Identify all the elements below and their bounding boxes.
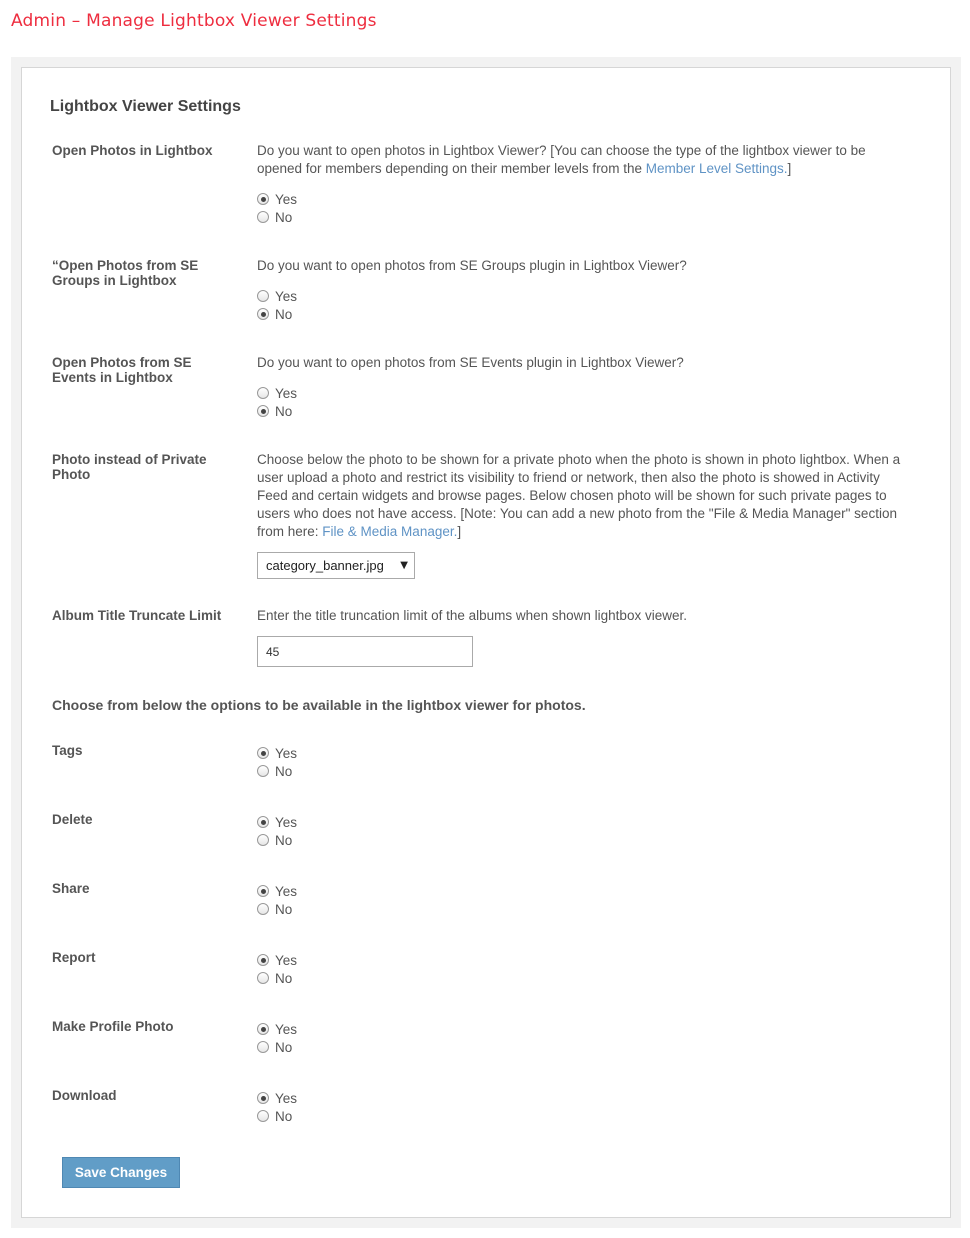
- download-no-radio[interactable]: [257, 1107, 292, 1125]
- se-events-no-radio[interactable]: [257, 402, 292, 420]
- radio-circle[interactable]: [257, 816, 269, 828]
- radio-label: No: [275, 763, 293, 779]
- radio-circle[interactable]: [257, 1023, 269, 1035]
- setting-label-album-truncate: Album Title Truncate Limit: [52, 608, 222, 623]
- desc-text: Choose below the photo to be shown for a private photo when the photo is shown in photo lightbox. When a user upload a photo and restrict its visibility to friend or network, then also the photo is showed in Activity Feed and certain widgets and browse pages. Below chosen photo will be shown for such private pages to users who does not have access. [Note: You can add a new photo from the "File & Media Manager" section from here:: [257, 452, 901, 539]
- desc-text: Do you want to open photos in Lightbox Viewer? [You can choose the type of the lightbox viewer to be opened for members depending on their member levels from the: [257, 143, 866, 176]
- report-no-radio[interactable]: [257, 969, 292, 987]
- radio-circle[interactable]: [257, 972, 269, 984]
- panel-heading: Lightbox Viewer Settings: [50, 98, 241, 115]
- page-title: Admin – Manage Lightbox Viewer Settings: [11, 11, 377, 31]
- radio-label: Yes: [275, 385, 298, 401]
- radio-label: Yes: [275, 745, 298, 761]
- radio-label: No: [275, 1108, 293, 1124]
- toggle-label-delete: Delete: [52, 812, 93, 827]
- setting-label-se-events: Open Photos from SE Events in Lightbox: [52, 355, 192, 385]
- setting-desc-se-groups: Do you want to open photos from SE Groups plugin in Lightbox Viewer?: [257, 258, 687, 273]
- radio-label: No: [275, 306, 293, 322]
- radio-circle[interactable]: [257, 1110, 269, 1122]
- member-level-settings-link[interactable]: Member Level Settings.: [645, 161, 788, 176]
- desc-text-end: ]: [457, 524, 462, 539]
- radio-circle[interactable]: [257, 1041, 269, 1053]
- toggle-label-download: Download: [52, 1088, 117, 1103]
- make-profile-photo-no-radio[interactable]: [257, 1038, 292, 1056]
- radio-label: Yes: [275, 288, 298, 304]
- caret-down-icon: ▼: [400, 560, 408, 571]
- make-profile-photo-yes-radio[interactable]: [257, 1020, 297, 1038]
- radio-label: No: [275, 1039, 293, 1055]
- radio-circle[interactable]: [257, 290, 269, 302]
- radio-label: No: [275, 970, 293, 986]
- options-note: Choose from below the options to be available in the lightbox viewer for photos.: [52, 697, 586, 713]
- setting-desc-open-lightbox: [257, 142, 912, 178]
- setting-desc-se-events: Do you want to open photos from SE Events plugin in Lightbox Viewer?: [257, 355, 684, 370]
- toggle-label-share: Share: [52, 881, 90, 896]
- radio-label: Yes: [275, 191, 298, 207]
- radio-label: Yes: [275, 1090, 298, 1106]
- setting-desc-album-truncate: Enter the title truncation limit of the albums when shown lightbox viewer.: [257, 608, 687, 623]
- settings-panel: [21, 67, 951, 1218]
- se-groups-yes-radio[interactable]: [257, 287, 297, 305]
- album-truncate-limit-input[interactable]: [257, 636, 473, 667]
- share-no-radio[interactable]: [257, 900, 292, 918]
- radio-label: No: [275, 403, 293, 419]
- radio-label: No: [275, 901, 293, 917]
- radio-circle[interactable]: [257, 834, 269, 846]
- share-yes-radio[interactable]: [257, 882, 297, 900]
- save-changes-button[interactable]: Save Changes: [62, 1157, 180, 1188]
- file-media-manager-link[interactable]: File & Media Manager.: [322, 524, 458, 539]
- radio-label: Yes: [275, 1021, 298, 1037]
- report-yes-radio[interactable]: [257, 951, 297, 969]
- radio-label: No: [275, 832, 293, 848]
- private-photo-select[interactable]: [257, 552, 415, 579]
- delete-yes-radio[interactable]: [257, 813, 297, 831]
- toggle-label-report: Report: [52, 950, 96, 965]
- radio-circle[interactable]: [257, 405, 269, 417]
- se-events-yes-radio[interactable]: [257, 384, 297, 402]
- radio-circle[interactable]: [257, 308, 269, 320]
- radio-circle[interactable]: [257, 193, 269, 205]
- radio-circle[interactable]: [257, 765, 269, 777]
- radio-label: Yes: [275, 814, 298, 830]
- delete-no-radio[interactable]: [257, 831, 292, 849]
- open-lightbox-yes-radio[interactable]: [257, 190, 297, 208]
- radio-circle[interactable]: [257, 885, 269, 897]
- tags-yes-radio[interactable]: [257, 744, 297, 762]
- radio-circle[interactable]: [257, 387, 269, 399]
- radio-circle[interactable]: [257, 1092, 269, 1104]
- radio-circle[interactable]: [257, 903, 269, 915]
- desc-text-end: ]: [787, 161, 792, 176]
- radio-label: Yes: [275, 952, 298, 968]
- toggle-label-make-profile-photo: Make Profile Photo: [52, 1019, 174, 1034]
- radio-circle[interactable]: [257, 747, 269, 759]
- setting-label-se-groups: “Open Photos from SE Groups in Lightbox: [52, 258, 199, 288]
- download-yes-radio[interactable]: [257, 1089, 297, 1107]
- tags-no-radio[interactable]: [257, 762, 292, 780]
- setting-label-private-photo: Photo instead of Private Photo: [52, 452, 207, 482]
- radio-circle[interactable]: [257, 954, 269, 966]
- radio-label: No: [275, 209, 293, 225]
- setting-label-open-lightbox: Open Photos in Lightbox: [52, 143, 213, 158]
- toggle-label-tags: Tags: [52, 743, 83, 758]
- select-value: category_banner.jpg: [266, 558, 384, 573]
- radio-label: Yes: [275, 883, 298, 899]
- setting-desc-private-photo: [257, 451, 912, 541]
- se-groups-no-radio[interactable]: [257, 305, 292, 323]
- radio-circle[interactable]: [257, 211, 269, 223]
- open-lightbox-no-radio[interactable]: [257, 208, 292, 226]
- settings-container: [11, 57, 961, 1228]
